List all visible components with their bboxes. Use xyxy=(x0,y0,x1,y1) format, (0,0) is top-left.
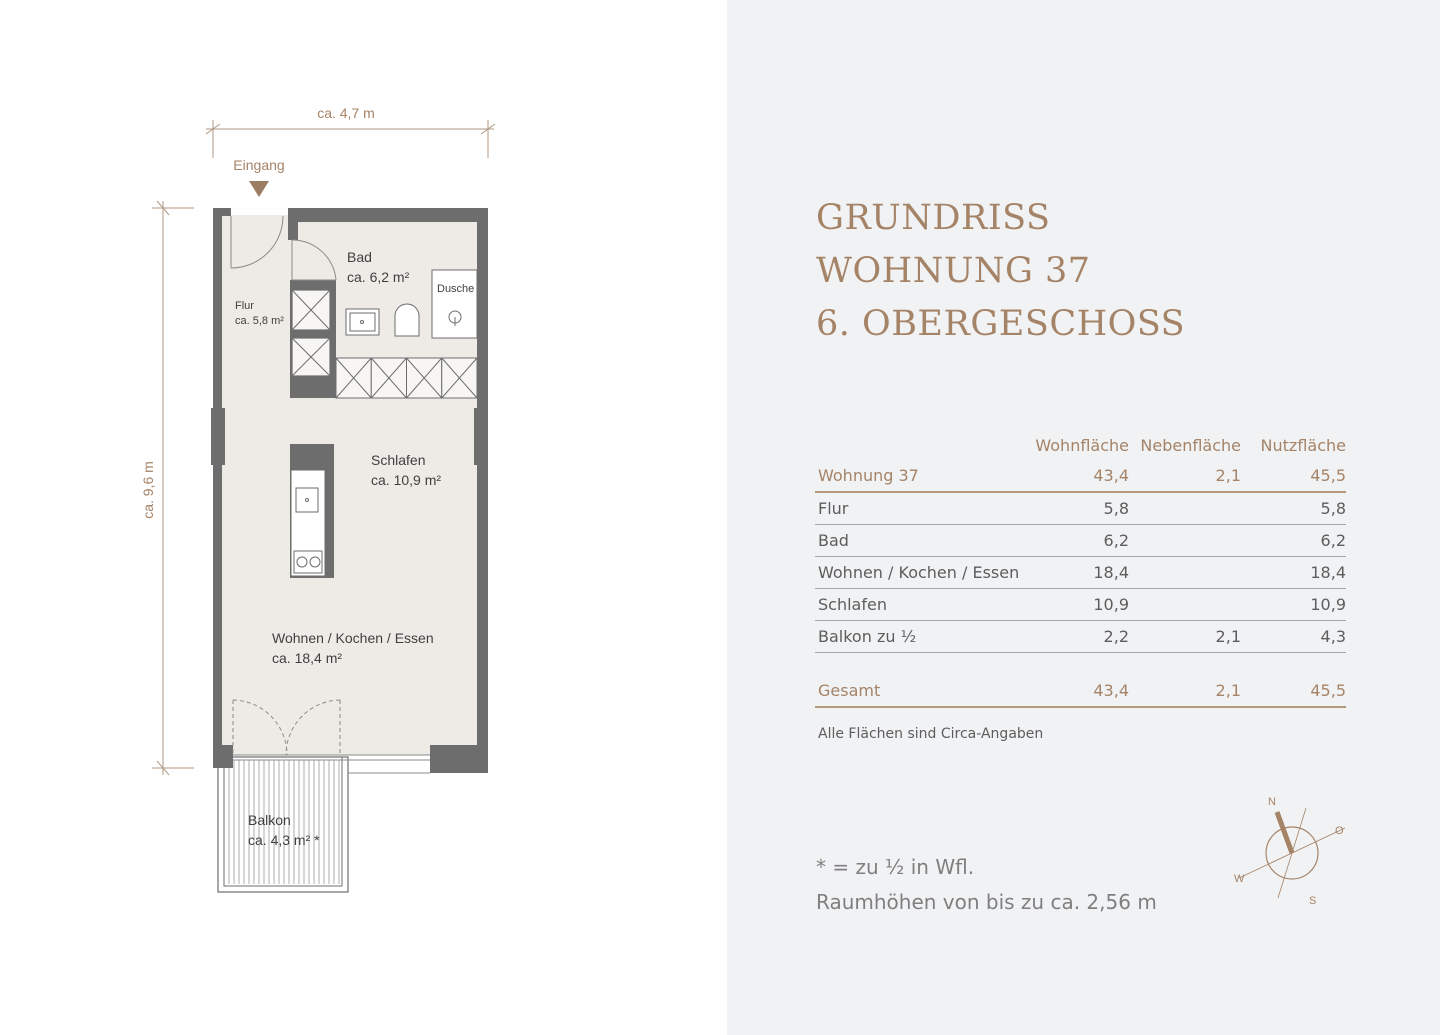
kitchen-counter xyxy=(291,470,325,576)
table-row: Wohnen / Kochen / Essen 18,4 18,4 xyxy=(815,557,1346,589)
area-table xyxy=(815,430,1346,708)
room-balkon-area: ca. 4,3 m² * xyxy=(248,832,320,848)
footnote-room-height: Raumhöhen von bis zu ca. 2,56 m xyxy=(816,890,1157,914)
compass-s: S xyxy=(1309,895,1317,907)
area-note: Alle Flächen sind Circa-Angaben xyxy=(818,726,1044,742)
table-row: Schlafen 10,9 10,9 xyxy=(815,589,1346,621)
compass-w: W xyxy=(1234,873,1245,885)
room-flur-name: Flur xyxy=(235,300,254,312)
dimension-width-label: ca. 4,7 m xyxy=(317,105,375,121)
header-wohnflaeche: Wohnfläche xyxy=(1035,435,1129,455)
room-bad-name: Bad xyxy=(347,249,372,265)
table-row: Balkon zu ½ 2,2 2,1 4,3 xyxy=(815,621,1346,653)
entrance-arrow-icon xyxy=(249,181,269,197)
room-flur-area: ca. 5,8 m² xyxy=(235,315,284,327)
toilet xyxy=(395,304,419,336)
table-total-row: Gesamt 43,4 2,1 45,5 xyxy=(815,675,1346,707)
dimension-height-label: ca. 9,6 m xyxy=(140,461,156,519)
header-nutzflaeche: Nutzfläche xyxy=(1260,435,1346,455)
title-line-2: WOHNUNG 37 xyxy=(816,251,1091,291)
room-schlafen-area: ca. 10,9 m² xyxy=(371,472,442,488)
title-line-1: GRUNDRISS xyxy=(816,198,1051,238)
room-wohnen-name: Wohnen / Kochen / Essen xyxy=(272,630,434,646)
compass-o: O xyxy=(1335,825,1344,837)
footnote-half-area: * = zu ½ in Wfl. xyxy=(816,855,975,879)
room-bad-area: ca. 6,2 m² xyxy=(347,269,410,285)
washbasin xyxy=(346,309,379,335)
dimension-height xyxy=(152,201,194,775)
shower xyxy=(432,270,477,338)
header-nebenflaeche: Nebenfläche xyxy=(1140,435,1241,455)
compass-icon xyxy=(1222,790,1362,915)
entrance-label: Eingang xyxy=(233,157,285,173)
room-schlafen-name: Schlafen xyxy=(371,452,426,468)
wardrobe xyxy=(336,358,477,398)
page-title xyxy=(816,192,1185,351)
title-line-3: 6. OBERGESCHOSS xyxy=(816,304,1186,344)
compass-n: N xyxy=(1268,796,1276,808)
table-row: Flur 5,8 5,8 xyxy=(815,492,1346,525)
table-row: Bad 6,2 6,2 xyxy=(815,525,1346,557)
table-summary-row: Wohnung 37 43,4 2,1 45,5 xyxy=(815,460,1346,492)
room-dusche-name: Dusche xyxy=(437,283,475,295)
footnotes xyxy=(816,850,1157,920)
table-header-row xyxy=(815,430,1346,460)
room-wohnen-area: ca. 18,4 m² xyxy=(272,650,343,666)
room-balkon-name: Balkon xyxy=(248,812,291,828)
dimension-width xyxy=(206,120,495,158)
